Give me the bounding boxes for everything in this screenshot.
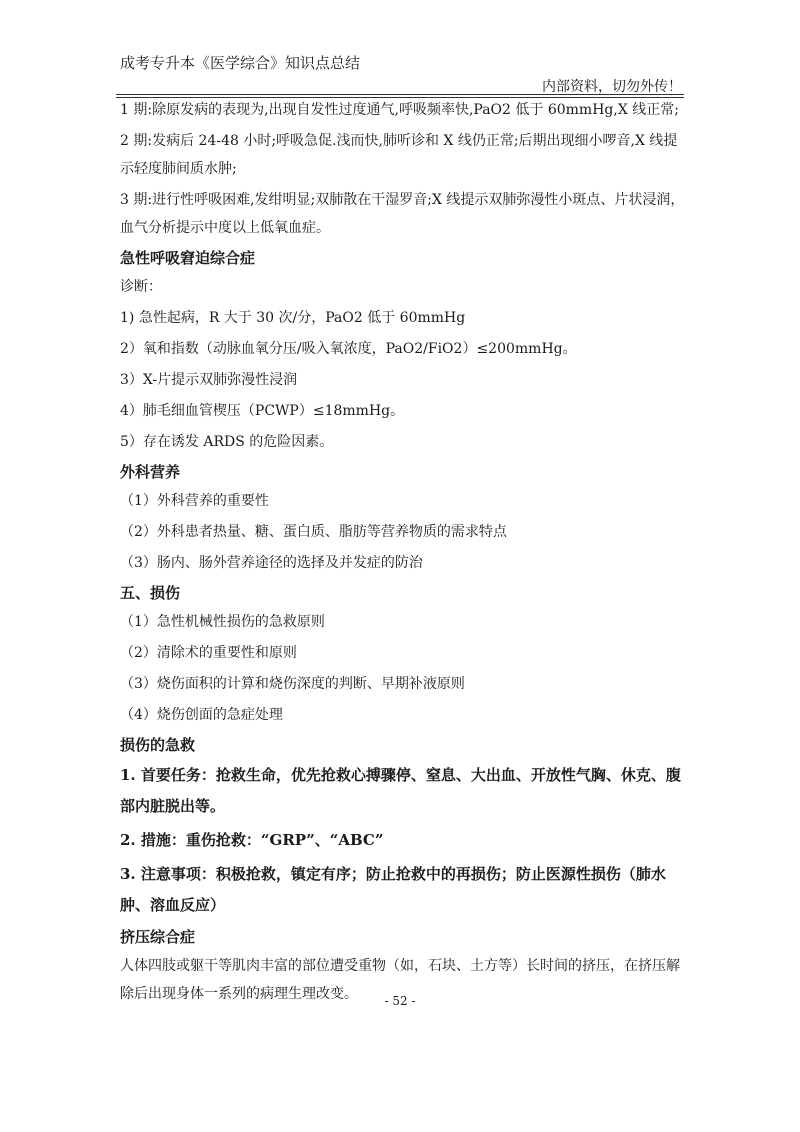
injury-item: （4）烧伤创面的急症处理 [120,707,283,723]
injury-item: （1）急性机械性损伤的急救原则 [120,614,325,630]
ards-diagnosis-item: 2）氧和指数（动脉血氧分压/吸入氧浓度，PaO2/FiO2）≤200mmHg。 [120,341,577,357]
header-rule-top [116,94,684,95]
injury-item: （2）清除术的重要性和原则 [120,645,297,661]
page-content [120,96,685,1011]
ards-diagnosis-item: 5）存在诱发 ARDS 的危险因素。 [120,434,334,450]
ards-heading: 急性呼吸窘迫综合症 [120,249,256,267]
injury-heading: 五、损伤 [120,584,181,602]
ards-diagnosis-label: 诊断： [120,279,162,295]
first-aid-item: 2. 措施：重伤抢救：“GRP”、“ABC” [120,831,384,849]
ards-diagnosis-item: 3）X-片提示双肺弥漫性浸润 [120,372,298,388]
ards-stage-3: 3 期:进行性呼吸困难,发绀明显;双肺散在干湿罗音;X 线提示双肺弥漫性小斑点、片状浸润，血气分析提示中度以上低氧血症。 [120,192,685,236]
ards-diagnosis-item: 1) 急性起病，R 大于 30 次/分，PaO2 低于 60mmHg [120,310,466,326]
ards-diagnosis-item: 4）肺毛细血管楔压（PCWP）≤18mmHg。 [120,403,405,419]
header-notice: 内部资料，切勿外传！ [542,79,682,95]
nutrition-item: （2）外科患者热量、糖、蛋白质、脂肪等营养物质的需求特点 [120,524,507,540]
injury-item: （3）烧伤面积的计算和烧伤深度的判断、早期补液原则 [120,676,465,692]
nutrition-item: （1）外科营养的重要性 [120,493,269,509]
nutrition-item: （3）肠内、肠外营养途径的选择及并发症的防治 [120,555,423,571]
ards-stage-2: 2 期:发病后 24-48 小时;呼吸急促.浅而快,肺听诊和 X 线仍正常;后期出现细小啰音,X 线提示轻度肺间质水肿; [120,133,678,177]
ards-stage-1: 1 期:除原发病的表现为,出现自发性过度通气,呼吸频率快,PaO2 低于 60mmHg,X 线正常; [120,102,679,118]
first-aid-item: 1. 首要任务：抢救生命，优先抢救心搏骤停、窒息、大出血、开放性气胸、休克、腹部内脏脱出等。 [120,766,681,815]
crush-text: 人体四肢或躯干等肌肉丰富的部位遭受重物（如，石块、土方等）长时间的挤压，在挤压解除后出现身体一系列的病理生理改变。 [120,958,680,1002]
first-aid-heading: 损伤的急救 [120,736,196,754]
crush-heading: 挤压综合症 [120,928,196,946]
header-title: 成考专升本《医学综合》知识点总结 [120,54,361,72]
page-number: - 52 - [384,994,416,1008]
nutrition-heading: 外科营养 [120,463,181,481]
first-aid-item: 3. 注意事项：积极抢救，镇定有序；防止抢救中的再损伤；防止医源性损伤（肺水肿、溶血反应） [120,865,666,914]
